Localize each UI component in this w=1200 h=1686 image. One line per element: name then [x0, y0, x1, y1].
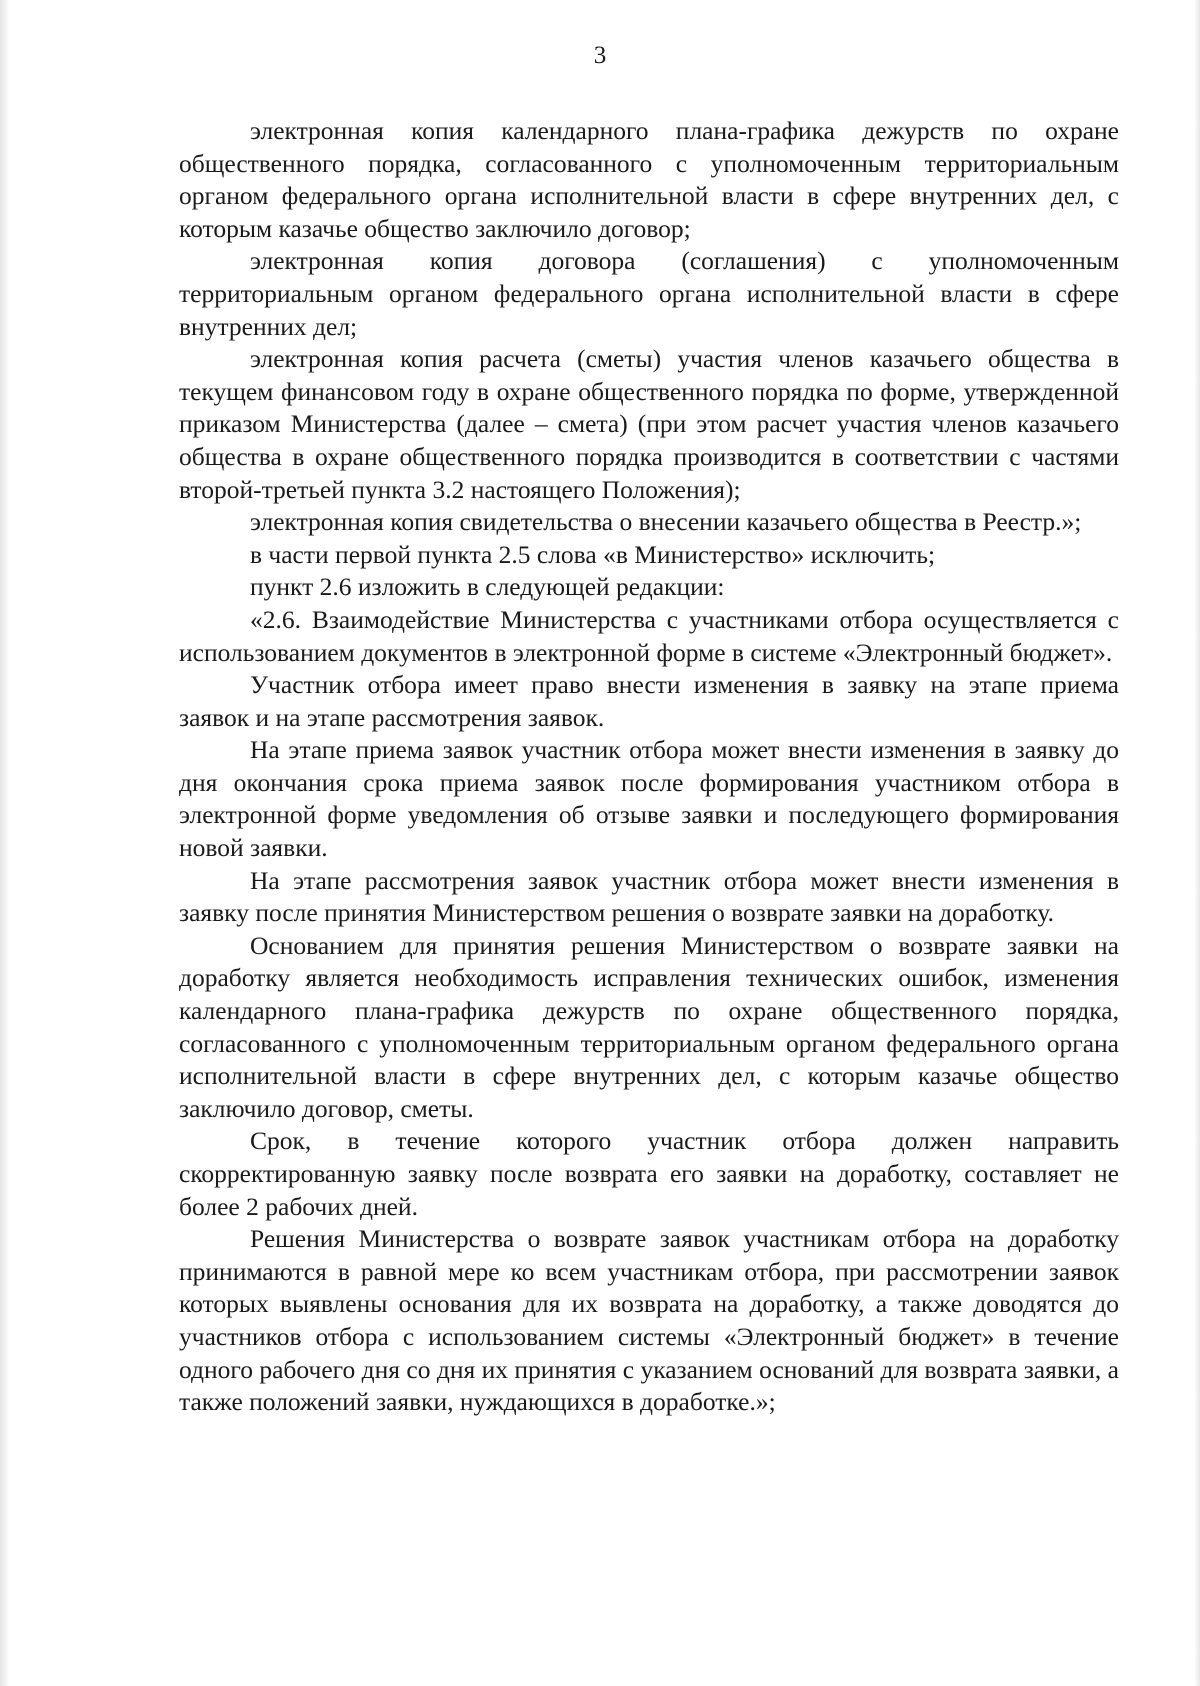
paragraph: пункт 2.6 изложить в следующей редакции: — [250, 572, 725, 602]
document-body — [179, 115, 1119, 1419]
paragraph: Срок, в течение которого участник отбора должен направить скорректированную заявку после возврата его заявки на доработку, составляет не более 2 рабочих дней. — [179, 1126, 1119, 1221]
paragraph: электронная копия договора (соглашения) с уполномоченным территориальным органом федерального органа исполнительной власти в сфере внутренних дел; — [179, 246, 1119, 341]
paragraph: электронная копия свидетельства о внесении казачьего общества в Реестр.»; — [250, 507, 1082, 537]
paragraph: На этапе приема заявок участник отбора может внести изменения в заявку до дня окончания срока приема заявок после формирования участником отбора в электронной форме уведомления об отзыве заявки и последующего формирования новой заявки. — [179, 735, 1119, 863]
paragraph: электронная копия расчета (сметы) участия членов казачьего общества в текущем финансовом году в охране общественного порядка по форме, утвержденной приказом Министерства (далее – смета) (при этом расчет участия членов казачьего общества в охране общественного порядка производится в соответствии с частями второй-третьей пункта 3.2 настоящего Положения); — [179, 344, 1119, 504]
paragraph: электронная копия календарного плана-графика дежурств по охране общественного порядка, согласованного с уполномоченным территориальным органом федерального органа исполнительной власти в сфере внутренних дел, с которым казачье общество заключило договор; — [179, 116, 1119, 243]
scan-edge-left — [0, 0, 10, 1686]
paragraph: Основанием для принятия решения Министерством о возврате заявки на доработку является необходимость исправления технических ошибок, изменения календарного плана-графика дежурств по охране общественного порядка, согласованного с уполномоченным территориальным органом федерального органа исполнительной власти в сфере внутренних дел, с которым казачье общество заключило договор, сметы. — [179, 930, 1119, 1123]
scan-edge-right — [1194, 0, 1200, 1686]
paragraph: «2.6. Взаимодействие Министерства с участниками отбора осуществляется с использованием документов в электронной форме в системе «Электронный бюджет». — [179, 604, 1119, 667]
paragraph: На этапе рассмотрения заявок участник отбора может внести изменения в заявку после принятия Министерством решения о возврате заявки на доработку. — [179, 865, 1119, 928]
paragraph: Решения Министерства о возврате заявок участникам отбора на доработку принимаются в равной мере ко всем участникам отбора, при рассмотрении заявок которых выявлены основания для их возврата на доработку, а также доводятся до участников отбора с использованием системы «Электронный бюджет» в течение одного рабочего дня со дня их принятия с указанием оснований для возврата заявки, а также положений заявки, нуждающихся в доработке.»; — [179, 1224, 1119, 1417]
paragraph: Участник отбора имеет право внести изменения в заявку на этапе приема заявок и на этапе рассмотрения заявок. — [179, 670, 1119, 732]
page-number: 3 — [593, 42, 607, 69]
paragraph: в части первой пункта 2.5 слова «в Министерство» исключить; — [250, 539, 936, 569]
